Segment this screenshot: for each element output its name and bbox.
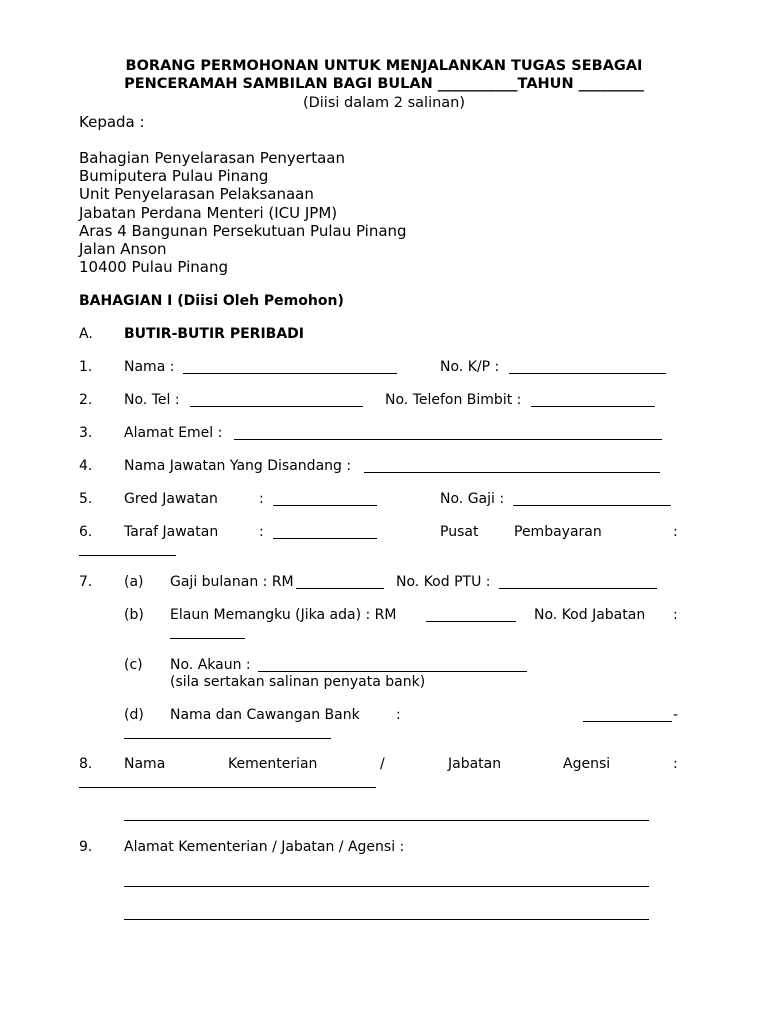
colon: : <box>673 607 678 623</box>
kementerian-word: Agensi <box>563 756 611 772</box>
tel-field[interactable] <box>190 406 363 407</box>
alamat-kementerian-field-continued[interactable] <box>124 919 649 920</box>
kp-label: No. K/P : <box>440 359 500 375</box>
dash: - <box>673 707 679 723</box>
kementerian-field[interactable] <box>79 787 376 788</box>
bank-label: Nama dan Cawangan Bank <box>170 707 360 723</box>
address-line: 10400 Pulau Pinang <box>79 258 229 277</box>
subsection-title: BUTIR-BUTIR PERIBADI <box>124 326 304 342</box>
pusat-pembayaran-field[interactable] <box>79 555 176 556</box>
gaji-bulanan-field[interactable] <box>296 588 384 589</box>
akaun-note: (sila sertakan salinan penyata bank) <box>170 674 426 690</box>
alamat-kementerian-label: Alamat Kementerian / Jabatan / Agensi : <box>124 839 405 855</box>
nama-field[interactable] <box>183 373 397 374</box>
kementerian-word: Nama <box>124 756 166 772</box>
kementerian-word: Kementerian <box>228 756 318 772</box>
taraf-label: Taraf Jawatan <box>124 524 219 540</box>
akaun-field[interactable] <box>258 671 527 672</box>
kepada-label: Kepada : <box>79 113 145 131</box>
address-line: Unit Penyelarasan Pelaksanaan <box>79 185 314 204</box>
bimbit-label: No. Telefon Bimbit : <box>385 392 522 408</box>
kementerian-word: Jabatan <box>448 756 502 772</box>
kod-jabatan-field[interactable] <box>170 638 245 639</box>
form-title-line1: BORANG PERMOHONAN UNTUK MENJALANKAN TUGAS SEBAGAI <box>125 58 643 74</box>
taraf-field[interactable] <box>273 538 377 539</box>
item-number: 8. <box>79 756 93 772</box>
bank-field-continued[interactable] <box>124 738 331 739</box>
sub-item-b: (b) <box>124 607 144 623</box>
gred-field[interactable] <box>273 505 377 506</box>
address-block <box>79 149 407 276</box>
jawatan-label: Nama Jawatan Yang Disandang : <box>124 458 352 474</box>
bimbit-field[interactable] <box>531 406 655 407</box>
gaji-label: No. Gaji : <box>440 491 505 507</box>
sub-item-a: (a) <box>124 574 144 590</box>
kod-ptu-field[interactable] <box>499 588 657 589</box>
colon: : <box>673 524 678 540</box>
address-line: Jabatan Perdana Menteri (ICU JPM) <box>79 203 338 222</box>
akaun-label: No. Akaun : <box>170 657 251 673</box>
colon: : <box>259 524 264 540</box>
kementerian-word: / <box>380 756 385 772</box>
colon: : <box>259 491 264 507</box>
item-number: 7. <box>79 574 93 590</box>
item-number: 9. <box>79 839 93 855</box>
tel-label: No. Tel : <box>124 392 180 408</box>
emel-field[interactable] <box>234 439 662 440</box>
item-number: 5. <box>79 491 93 507</box>
item-number: 4. <box>79 458 93 474</box>
item-number: 6. <box>79 524 93 540</box>
section-title: BAHAGIAN I (Diisi Oleh Pemohon) <box>79 293 344 309</box>
subsection-letter: A. <box>79 326 93 342</box>
jawatan-field[interactable] <box>364 472 660 473</box>
form-title-line2: PENCERAMAH SAMBILAN BAGI BULAN ___________TAHUN _________ <box>124 76 644 92</box>
kp-field[interactable] <box>509 373 666 374</box>
pembayaran-label: Pembayaran <box>514 524 602 540</box>
emel-label: Alamat Emel : <box>124 425 223 441</box>
item-number: 2. <box>79 392 93 408</box>
gred-label: Gred Jawatan <box>124 491 218 507</box>
bank-field[interactable] <box>583 721 672 722</box>
item-number: 3. <box>79 425 93 441</box>
colon: : <box>673 756 678 772</box>
colon: : <box>396 707 401 723</box>
sub-item-c: (c) <box>124 657 143 673</box>
elaun-field[interactable] <box>426 621 516 622</box>
elaun-label: Elaun Memangku (Jika ada) : RM <box>170 607 397 623</box>
nama-label: Nama : <box>124 359 175 375</box>
kementerian-field-continued[interactable] <box>124 820 649 821</box>
gaji-field[interactable] <box>513 505 671 506</box>
alamat-kementerian-field[interactable] <box>124 886 649 887</box>
address-line: Jalan Anson <box>79 240 167 259</box>
pusat-label: Pusat <box>440 524 479 540</box>
item-number: 1. <box>79 359 93 375</box>
sub-item-d: (d) <box>124 707 144 723</box>
address-line: Bumiputera Pulau Pinang <box>79 167 269 186</box>
gaji-bulanan-label: Gaji bulanan : RM <box>170 574 294 590</box>
kod-ptu-label: No. Kod PTU : <box>396 574 491 590</box>
copies-note: (Diisi dalam 2 salinan) <box>302 95 466 111</box>
address-line: Bahagian Penyelarasan Penyertaan <box>79 149 345 167</box>
address-line: Aras 4 Bangunan Persekutuan Pulau Pinang <box>79 221 407 240</box>
kod-jabatan-label: No. Kod Jabatan <box>534 607 646 623</box>
